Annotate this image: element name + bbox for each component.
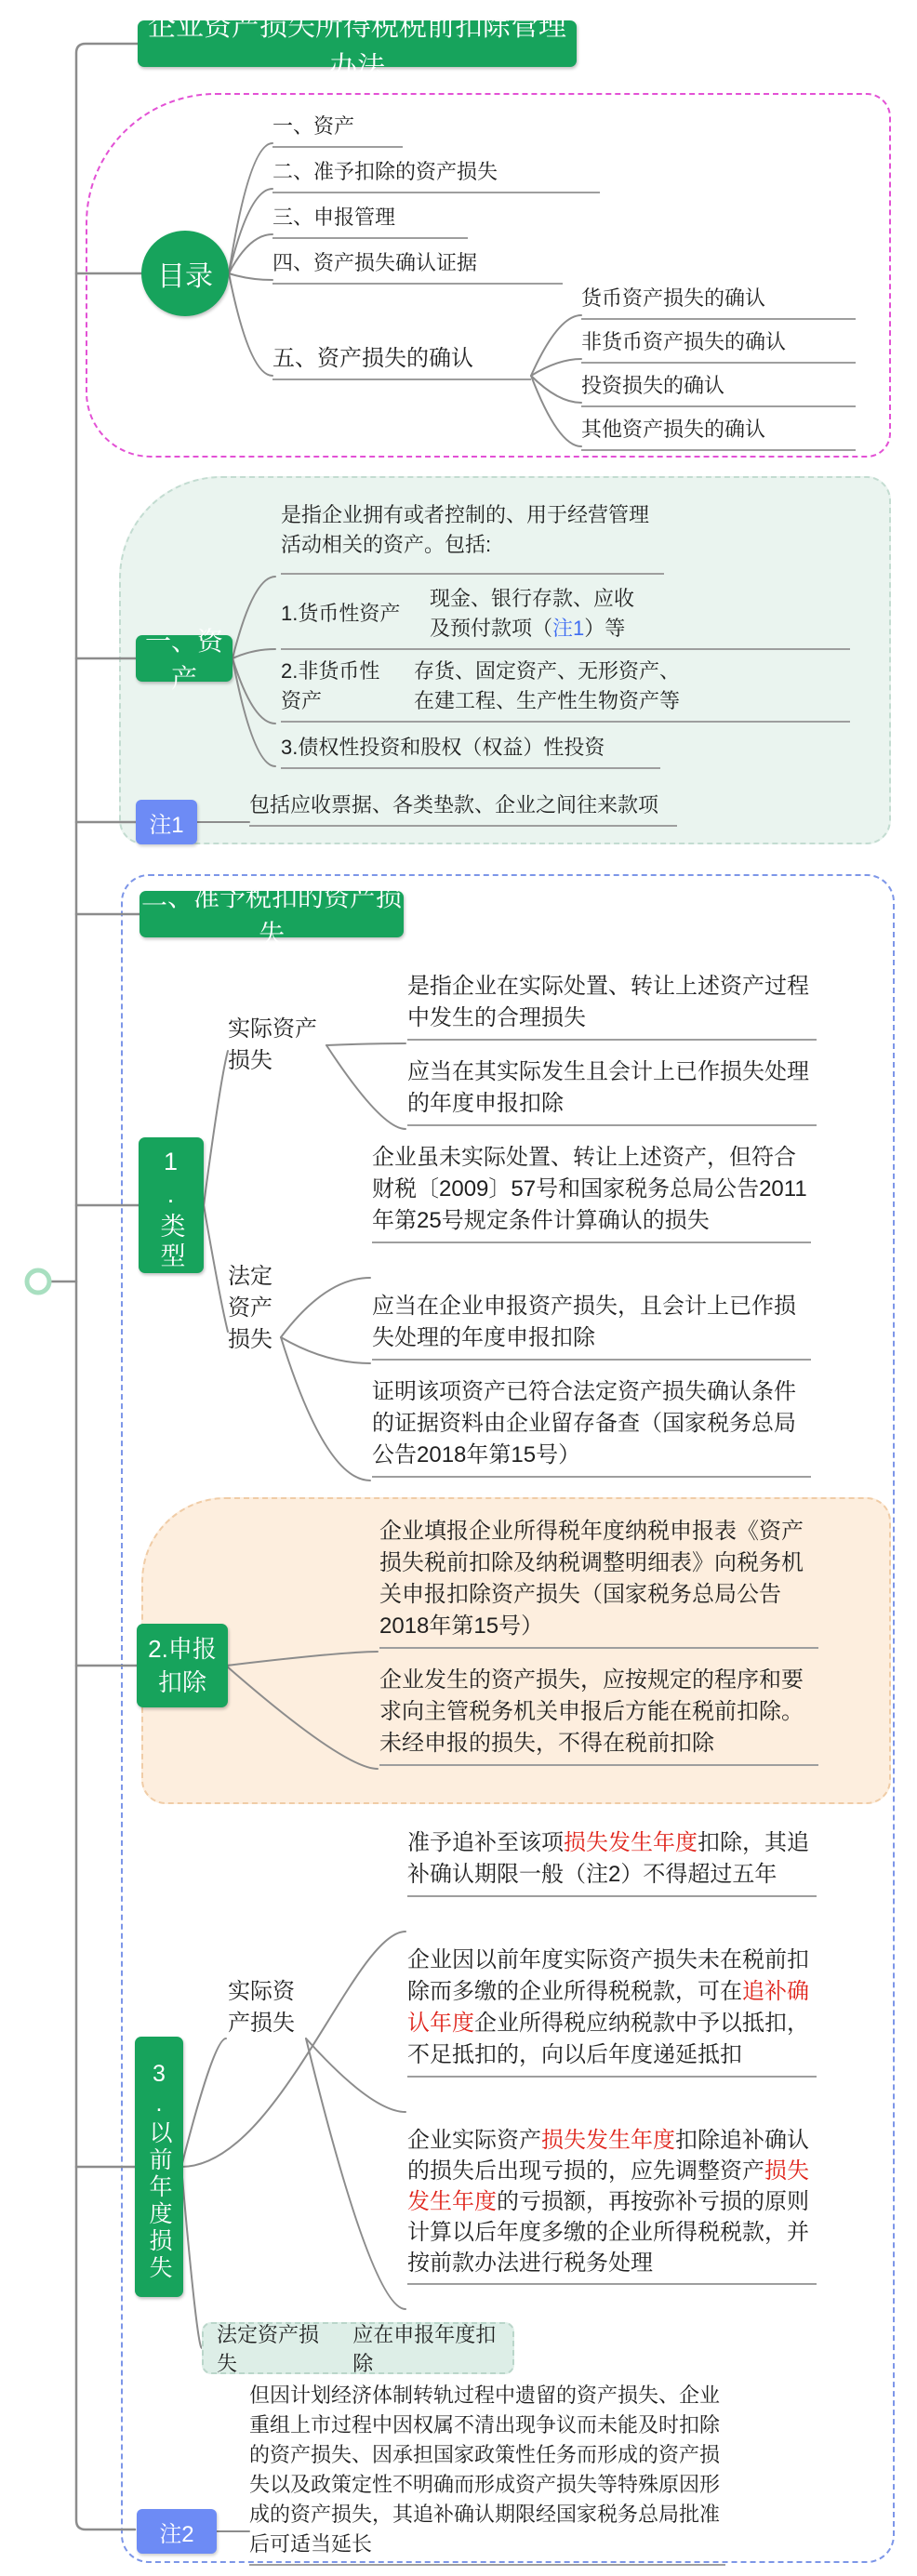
- type-actual-item-2-text: 应当在其实际发生且会计上已作损失处理的年度申报扣除: [407, 1059, 809, 1116]
- type-actual-item-1[interactable]: [407, 971, 817, 1041]
- root-node: [27, 1270, 49, 1293]
- mindmap-node-prior[interactable]: [135, 2037, 183, 2297]
- note1-reference[interactable]: 注1: [552, 617, 585, 640]
- toc-label: 目录: [157, 261, 213, 292]
- mindmap-node-title[interactable]: [138, 11, 577, 83]
- toc-item-5-child-2[interactable]: [581, 327, 856, 364]
- type-statutory-label[interactable]: [228, 1261, 280, 1356]
- toc-item-4[interactable]: [272, 248, 563, 285]
- prior-actual-label[interactable]: [228, 1976, 304, 2039]
- type-actual-label-text: 实际资产损失: [228, 1016, 317, 1073]
- toc-item-5[interactable]: [272, 344, 531, 380]
- type-statutory-item-3[interactable]: [372, 1376, 811, 1478]
- type-statutory-item-2-text: 应当在企业申报资产损失，且会计上已作损失处理的年度申报扣除: [372, 1294, 796, 1350]
- title-label: 企业资产损失所得税税前扣除管理办法: [148, 11, 566, 83]
- toc-item-5-label: 五、资产损失的确认: [272, 346, 473, 371]
- sec1-row-1[interactable]: [281, 584, 850, 650]
- note2-label: 注2: [159, 2521, 194, 2547]
- toc-item-1[interactable]: [272, 112, 403, 148]
- toc-item-4-label: 四、资产损失确认证据: [272, 251, 478, 274]
- prior-statutory-label: 法定资产损失: [217, 2323, 320, 2375]
- sec2-label: 二、准予税扣的资产损失: [140, 883, 402, 949]
- sec1-intro-text: 是指企业拥有或者控制的、用于经营管理活动相关的资产。包括:: [281, 503, 650, 556]
- prior-item-2[interactable]: [407, 1945, 817, 2078]
- sec1-row-2[interactable]: [281, 657, 850, 723]
- toc-item-3[interactable]: [272, 203, 468, 239]
- prior-item-3[interactable]: [407, 2125, 817, 2285]
- prior-item-1[interactable]: [407, 1827, 817, 1897]
- declare-label: 2.申报扣除: [148, 1635, 217, 1696]
- toc-5-2-label: 非货币资产损失的确认: [581, 330, 787, 353]
- toc-item-5-child-1[interactable]: [581, 284, 856, 320]
- prior-statutory-node[interactable]: [202, 2322, 514, 2374]
- mindmap-node-sec2[interactable]: [140, 883, 404, 949]
- toc-item-3-label: 三、申报管理: [272, 206, 396, 229]
- mindmap-node-toc[interactable]: [141, 231, 229, 316]
- declare-item-2[interactable]: [379, 1665, 818, 1766]
- prior-item-3-text: 企业实际资产损失发生年度扣除追补确认的损失后出现亏损的，应先调整资产损失发生年度的亏损额，再按弥补亏损的原则计算以后年度多缴的企业所得税税款，并按前款办法进行税务处理: [407, 2128, 809, 2276]
- note2-text-label: 但因计划经济体制转轨过程中遗留的资产损失、企业重组上市过程中因权属不清出现争议而未能及时扣除的资产损失、因承担国家政策性任务而形成的资产损失以及政策定性不明确而形成资产损失等特殊原因形成的资产损失，其追补确认期限经国家税务总局批准后可适当延长: [249, 2383, 721, 2556]
- sec1-intro[interactable]: [281, 500, 664, 575]
- declare-item-1[interactable]: [379, 1516, 818, 1649]
- trunk-line: [76, 44, 138, 2530]
- toc-5-4-label: 其他资产损失的确认: [581, 418, 766, 441]
- note1-text-label: 包括应收票据、各类垫款、企业之间往来款项: [249, 793, 659, 817]
- sec1-label: 一、资产: [144, 627, 223, 693]
- mindmap-node-type[interactable]: [139, 1137, 204, 1273]
- mindmap-node-note2[interactable]: [137, 2509, 217, 2554]
- toc-item-2[interactable]: [272, 157, 600, 193]
- prior-statutory-text: 应在申报年度扣除: [352, 2323, 497, 2375]
- mindmap-node-note1[interactable]: [136, 800, 197, 844]
- type-actual-label[interactable]: [228, 1014, 326, 1077]
- declare-item-2-text: 企业发生的资产损失，应按规定的程序和要求向主管税务机关申报后方能在税前扣除。未经申报的损失，不得在税前扣除: [379, 1667, 804, 1756]
- type-label: 1.类型: [156, 1148, 185, 1272]
- toc-5-1-label: 货币资产损失的确认: [581, 286, 766, 310]
- type-actual-item-1-text: 是指企业在实际处置、转让上述资产过程中发生的合理损失: [407, 974, 809, 1030]
- sec1-row-2-text: 存货、固定资产、无形资产、在建工程、生产性生物资产等: [414, 659, 681, 712]
- mindmap-node-declare[interactable]: [137, 1624, 228, 1707]
- sec1-row-2-label: 2.非货币性资产: [281, 659, 380, 712]
- type-statutory-item-1-text: 企业虽未实际处置、转让上述资产，但符合财税〔2009〕57号和国家税务总局公告2011年第25号规定条件计算确认的损失: [372, 1145, 807, 1233]
- mindmap-node-sec1[interactable]: [136, 627, 233, 693]
- toc-item-2-label: 二、准予扣除的资产损失: [272, 160, 498, 183]
- prior-item-2-text: 企业因以前年度实际资产损失未在税前扣除而多缴的企业所得税税款，可在追补确认年度企业所得税应纳税款中予以抵扣，不足抵扣的，向以后年度递延抵扣: [407, 1947, 809, 2067]
- sec1-row-1-label: 1.货币性资产: [281, 602, 401, 625]
- toc-5-3-label: 投资损失的确认: [581, 374, 725, 397]
- prior-label: 3.以前年度损失: [146, 2061, 172, 2282]
- toc-item-5-child-4[interactable]: [581, 415, 856, 451]
- type-statutory-item-1[interactable]: [372, 1142, 811, 1243]
- declare-item-1-text: 企业填报企业所得税年度纳税申报表《资产损失税前扣除及纳税调整明细表》向税务机关申报扣除资产损失（国家税务总局公告2018年第15号）: [379, 1519, 804, 1639]
- note2-text[interactable]: [249, 2381, 725, 2566]
- note1-label: 注1: [149, 812, 184, 838]
- toc-item-1-label: 一、资产: [272, 114, 355, 138]
- prior-actual-label-text: 实际资产损失: [228, 1979, 295, 2036]
- sec1-row-1-text: 现金、银行存款、应收及预付款项（注1）等: [430, 587, 635, 640]
- type-statutory-item-3-text: 证明该项资产已符合法定资产损失确认条件的证据资料由企业留存备查（国家税务总局公告2018年第15号）: [372, 1379, 796, 1467]
- prior-item-1-text: 准予追补至该项损失发生年度扣除，其追补确认期限一般（注2）不得超过五年: [407, 1830, 809, 1887]
- sec1-row-3[interactable]: [281, 733, 660, 769]
- type-statutory-item-2[interactable]: [372, 1291, 811, 1361]
- type-statutory-label-text: 法定资产损失: [228, 1264, 272, 1352]
- toc-item-5-child-3[interactable]: [581, 371, 856, 407]
- sec1-row-3-label: 3.债权性投资和股权（权益）性投资: [281, 736, 605, 759]
- note1-text[interactable]: [249, 790, 677, 827]
- type-actual-item-2[interactable]: [407, 1056, 817, 1126]
